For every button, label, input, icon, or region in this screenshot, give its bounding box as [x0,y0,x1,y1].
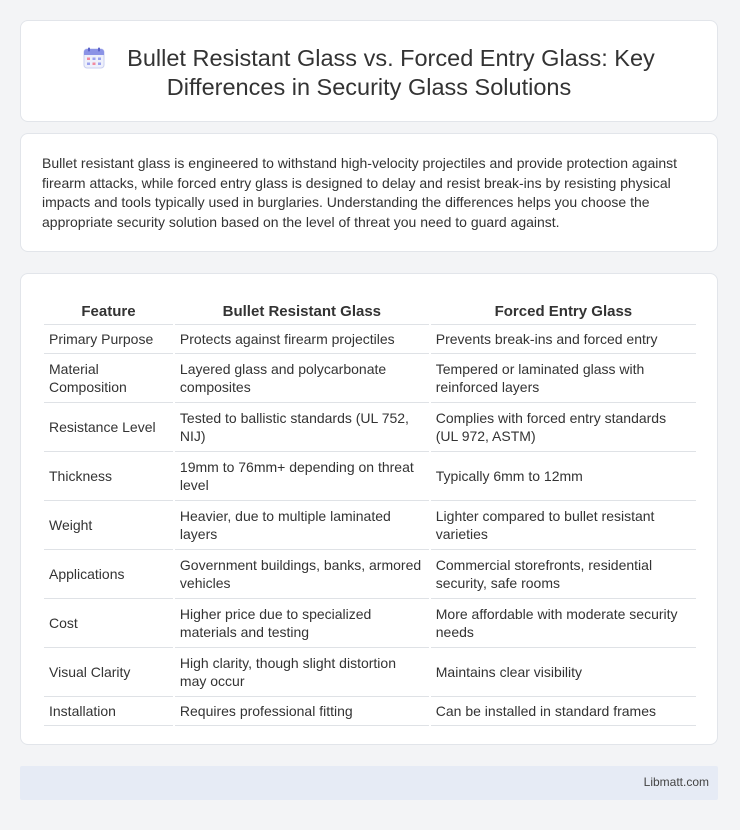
forced-entry-cell: Prevents break-ins and forced entry [431,325,696,354]
forced-entry-cell: Lighter compared to bullet resistant varieties [431,501,696,550]
intro-paragraph: Bullet resistant glass is engineered to withstand high-velocity projectiles and provide protection against firearm attacks, while forced entry glass is designed to delay and resist break-ins by resisting physical impacts and tools typically used in burglaries. Understanding the differences helps you choose the appropriate security solution based on the level of threat you need to guard against. [42,155,678,230]
feature-cell: Weight [44,501,173,550]
comparison-table [42,294,698,726]
table-row [44,501,696,550]
forced-entry-cell: Commercial storefronts, residential security, safe rooms [431,550,696,599]
feature-cell: Installation [44,697,173,726]
table-header-row [44,294,696,325]
forced-entry-cell: More affordable with moderate security needs [431,599,696,648]
bullet-resistant-cell: Higher price due to specialized materials and testing [175,599,429,648]
bullet-resistant-cell: Requires professional fitting [175,697,429,726]
bullet-resistant-cell: Tested to ballistic standards (UL 752, NIJ) [175,403,429,452]
bullet-resistant-cell: Government buildings, banks, armored vehicles [175,550,429,599]
feature-cell: Applications [44,550,173,599]
table-row [44,599,696,648]
table-row [44,403,696,452]
forced-entry-cell: Typically 6mm to 12mm [431,452,696,501]
forced-entry-cell: Complies with forced entry standards (UL 972, ASTM) [431,403,696,452]
bullet-resistant-cell: Layered glass and polycarbonate composites [175,354,429,403]
forced-entry-cell: Can be installed in standard frames [431,697,696,726]
table-row [44,550,696,599]
feature-cell: Resistance Level [44,403,173,452]
title-card [20,20,718,122]
table-row [44,354,696,403]
bullet-resistant-cell: Heavier, due to multiple laminated layers [175,501,429,550]
footer-brand-link[interactable]: Libmatt.com [643,775,709,789]
feature-cell: Primary Purpose [44,325,173,354]
comparison-card [20,273,718,745]
column-header-forced-entry: Forced Entry Glass [431,294,696,325]
feature-cell: Visual Clarity [44,648,173,697]
forced-entry-cell: Maintains clear visibility [431,648,696,697]
table-row [44,325,696,354]
column-header-feature: Feature [44,294,173,325]
footer-bar [20,766,718,800]
feature-cell: Cost [44,599,173,648]
page-title [21,44,717,102]
feature-cell: Thickness [44,452,173,501]
table-row [44,648,696,697]
table-row [44,697,696,726]
forced-entry-cell: Tempered or laminated glass with reinforced layers [431,354,696,403]
table-row [44,452,696,501]
bullet-resistant-cell: 19mm to 76mm+ depending on threat level [175,452,429,501]
page-title-text: Bullet Resistant Glass vs. Forced Entry Glass: Key Differences in Security Glass Solutions [127,45,655,100]
feature-cell: Material Composition [44,354,173,403]
bullet-resistant-cell: High clarity, though slight distortion may occur [175,648,429,697]
column-header-bullet-resistant: Bullet Resistant Glass [175,294,429,325]
intro-card [20,133,718,252]
calendar-icon [83,47,105,69]
bullet-resistant-cell: Protects against firearm projectiles [175,325,429,354]
